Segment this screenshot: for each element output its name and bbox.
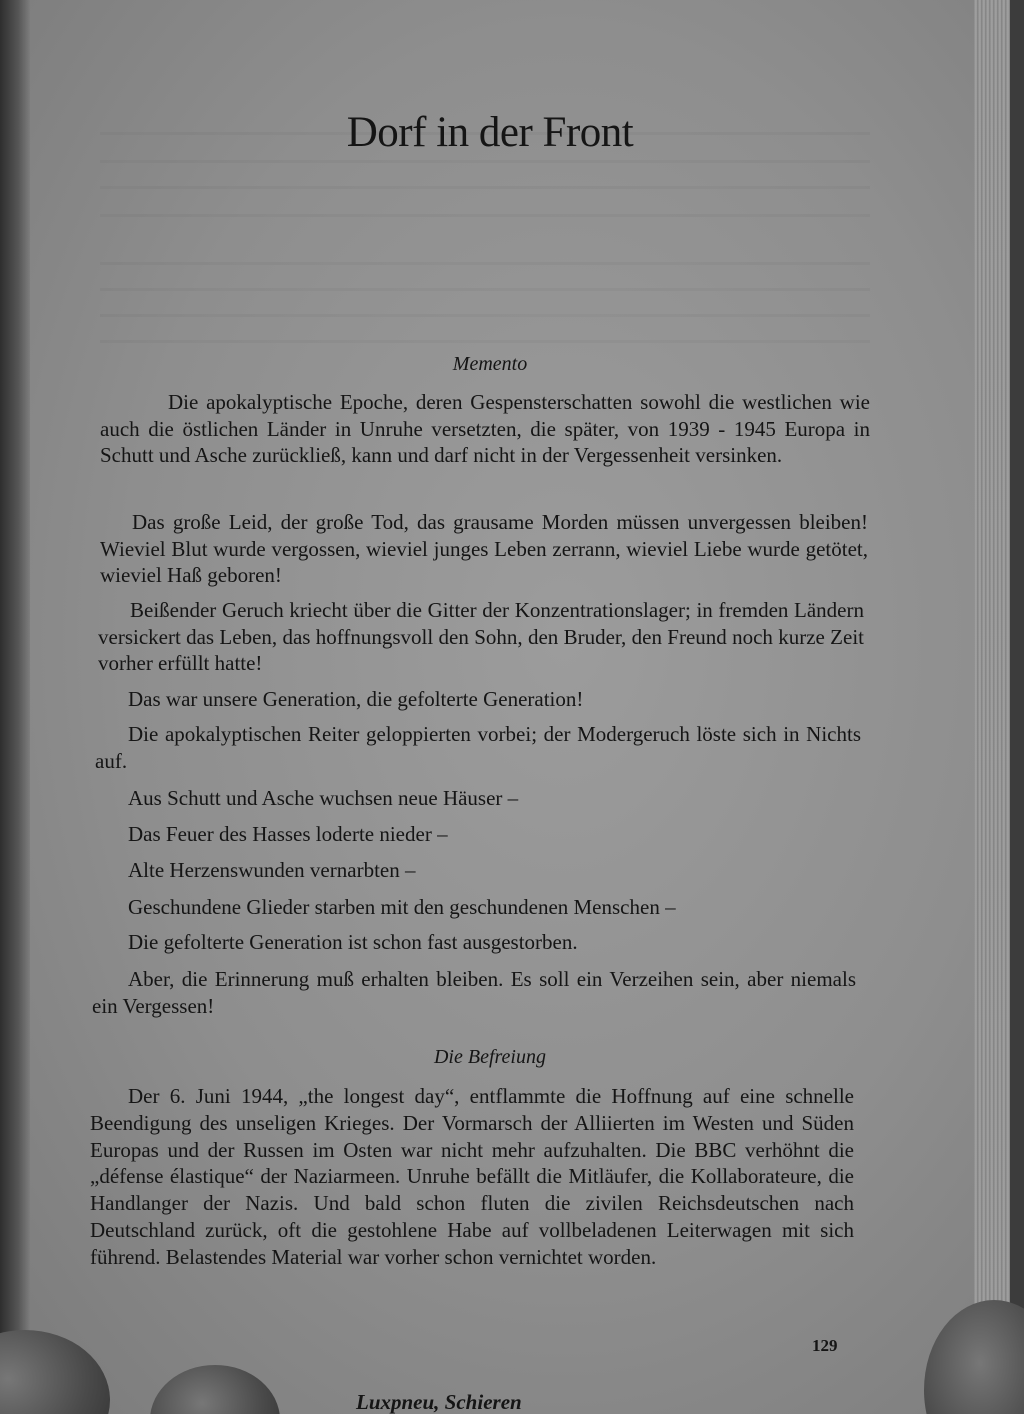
paragraph: Aus Schutt und Asche wuchsen neue Häuser – [128, 786, 519, 810]
section-heading-befreiung: Die Befreiung [433, 1046, 546, 1068]
page-title: Dorf in der Front [346, 109, 634, 156]
finger [150, 1365, 280, 1414]
page-number: 129 [812, 1336, 838, 1355]
section-heading-memento: Memento [452, 353, 528, 375]
paragraph: Das große Leid, der große Tod, das grausame Morden müssen unvergessen bleiben! Wieviel Blut wurde vergossen, wieviel junges Leben zerrann, wieviel Liebe wurde getötet, wieviel Haß geboren! [100, 510, 868, 587]
book-gutter [0, 0, 30, 1414]
paragraph: Das Feuer des Hasses loderte nieder – [128, 822, 448, 846]
finger [0, 1330, 110, 1414]
paragraph: Die gefolterte Generation ist schon fast ausgestorben. [128, 930, 578, 954]
paragraph: Geschundene Glieder starben mit den geschundenen Menschen – [128, 895, 676, 919]
paragraph: Aber, die Erinnerung muß erhalten bleiben. Es soll ein Verzeihen sein, aber niemals ein Vergessen! [92, 967, 856, 1018]
footer-caption: Luxpneu, Schieren [356, 1390, 522, 1414]
paragraph: Der 6. Juni 1944, „the longest day“, entflammte die Hoffnung auf eine schnelle Beendigung des unseligen Krieges. Der Vormarsch der Alliierten im Westen und Süden Europas und der Russen im Osten war nicht mehr aufzuhalten. Die BBC verhöhnt die „défense élastique“ der Naziarmeen. Unruhe befällt die Mitläufer, die Kollaborateure, die Handlanger der Nazis. Und bald schon fluten die zivilen Reichsdeutschen nach Deutschland zurück, oft die gestohlene Habe auf vollbeladenen Leiterwagen mit sich führend. Belastendes Material war vorher schon vernichtet worden. [90, 1084, 854, 1269]
paragraph: Alte Herzenswunden vernarbten – [128, 858, 416, 882]
page-stack-shadow [1010, 0, 1024, 1414]
paragraph: Die apokalyptischen Reiter geloppierten vorbei; der Modergeruch löste sich in Nichts auf. [95, 722, 861, 773]
finger [924, 1300, 1024, 1414]
paragraph: Beißender Geruch kriecht über die Gitter der Konzentrationslager; in fremden Ländern versickert das Leben, das hoffnungsvoll den Sohn, den Bruder, den Freund noch kurze Zeit vorher erfüllt hatte! [98, 598, 864, 675]
paragraph: Das war unsere Generation, die gefolterte Generation! [128, 687, 584, 711]
paragraph: Die apokalyptische Epoche, deren Gespensterschatten sowohl die westlichen wie auch die östlichen Länder in Unruhe versetzten, die später, von 1939 - 1945 Europa in Schutt und Asche zurückließ, kann und darf nicht in der Vergessenheit versinken. [100, 390, 870, 467]
